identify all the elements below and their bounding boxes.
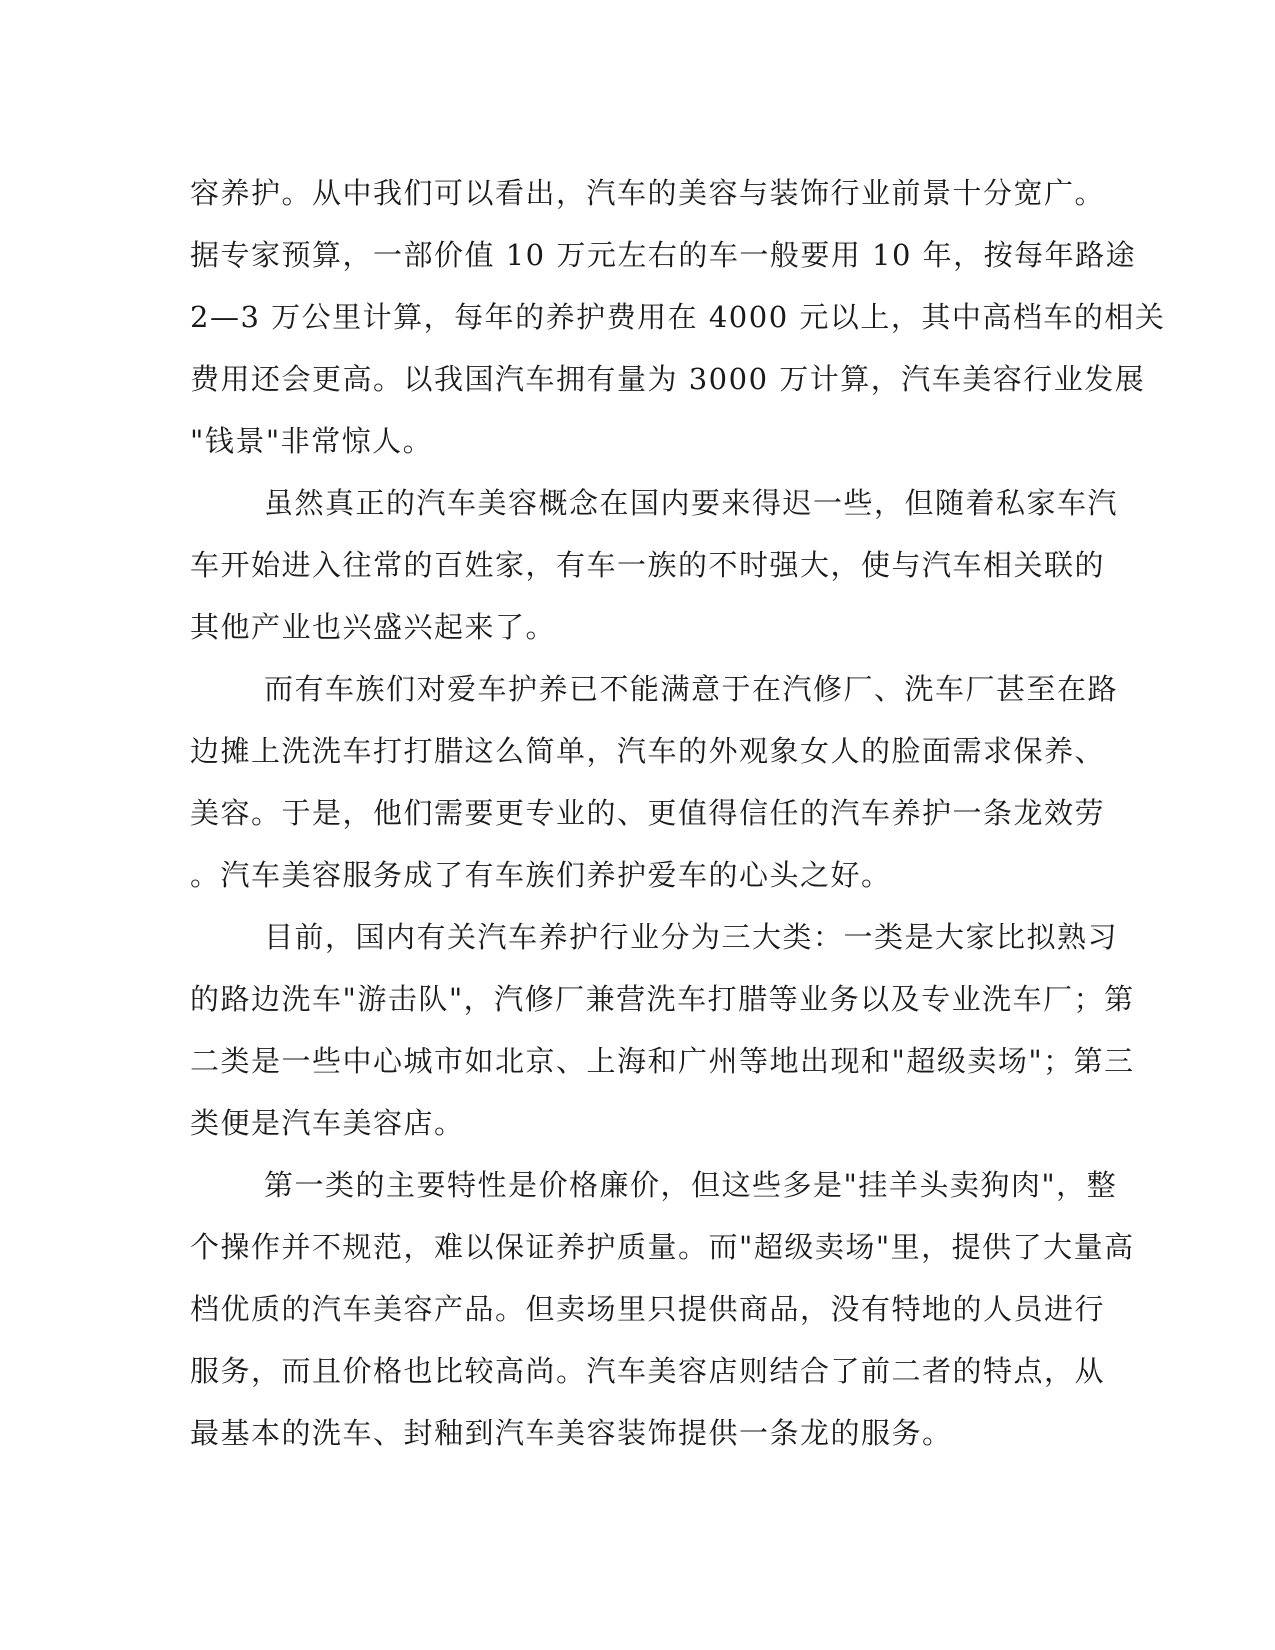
- text-line: 虽然真正的汽车美容概念在国内要来得迟一些，但随着私家车汽: [264, 486, 1119, 520]
- text-line: 二类是一些中心城市如北京、上海和广州等地出现和"超级卖场"；第三: [190, 1044, 1135, 1078]
- text-line: 美容。于是，他们需要更专业的、更值得信任的汽车养护一条龙效劳: [190, 796, 1106, 830]
- text-line: 其他产业也兴盛兴起来了。: [190, 610, 557, 644]
- text-line: 车开始进入往常的百姓家，有车一族的不时强大，使与汽车相关联的: [190, 548, 1106, 582]
- paragraph-3: [190, 658, 1119, 906]
- text-line: 容养护。从中我们可以看出，汽车的美容与装饰行业前景十分宽广。: [190, 176, 1106, 210]
- text-line: 。汽车美容服务成了有车族们养护爱车的心头之好。: [190, 858, 892, 892]
- text-line: 服务，而且价格也比较高尚。汽车美容店则结合了前二者的特点，从: [190, 1354, 1106, 1388]
- text-line: 费用还会更高。以我国汽车拥有量为 3000 万计算，汽车美容行业发展: [190, 362, 1146, 396]
- text-line: 类便是汽车美容店。: [190, 1106, 465, 1140]
- text-line: 边摊上洗洗车打打腊这么简单，汽车的外观象女人的脸面需求保养、: [190, 734, 1106, 768]
- paragraph-1: [190, 162, 1166, 472]
- text-line: 个操作并不规范，难以保证养护质量。而"超级卖场"里，提供了大量高: [190, 1230, 1135, 1264]
- paragraph-4: [190, 906, 1135, 1154]
- document-body: [190, 162, 1166, 1464]
- text-line: 档优质的汽车美容产品。但卖场里只提供商品，没有特地的人员进行: [190, 1292, 1106, 1326]
- text-line: "钱景"非常惊人。: [190, 424, 434, 458]
- text-line: 据专家预算，一部价值 10 万元左右的车一般要用 10 年，按每年路途: [190, 238, 1137, 272]
- text-line: 而有车族们对爱车护养已不能满意于在汽修厂、洗车厂甚至在路: [264, 672, 1119, 706]
- text-line: 2—3 万公里计算，每年的养护费用在 4000 元以上，其中高档车的相关: [190, 300, 1166, 334]
- text-line: 目前，国内有关汽车养护行业分为三大类：一类是大家比拟熟习: [264, 920, 1119, 954]
- text-line: 第一类的主要特性是价格廉价，但这些多是"挂羊头卖狗肉"，整: [264, 1168, 1118, 1202]
- text-line: 最基本的洗车、封釉到汽车美容装饰提供一条龙的服务。: [190, 1416, 953, 1450]
- paragraph-2: [190, 472, 1119, 658]
- text-line: 的路边洗车"游击队"，汽修厂兼营洗车打腊等业务以及专业洗车厂；第: [190, 982, 1135, 1016]
- paragraph-5: [190, 1154, 1135, 1464]
